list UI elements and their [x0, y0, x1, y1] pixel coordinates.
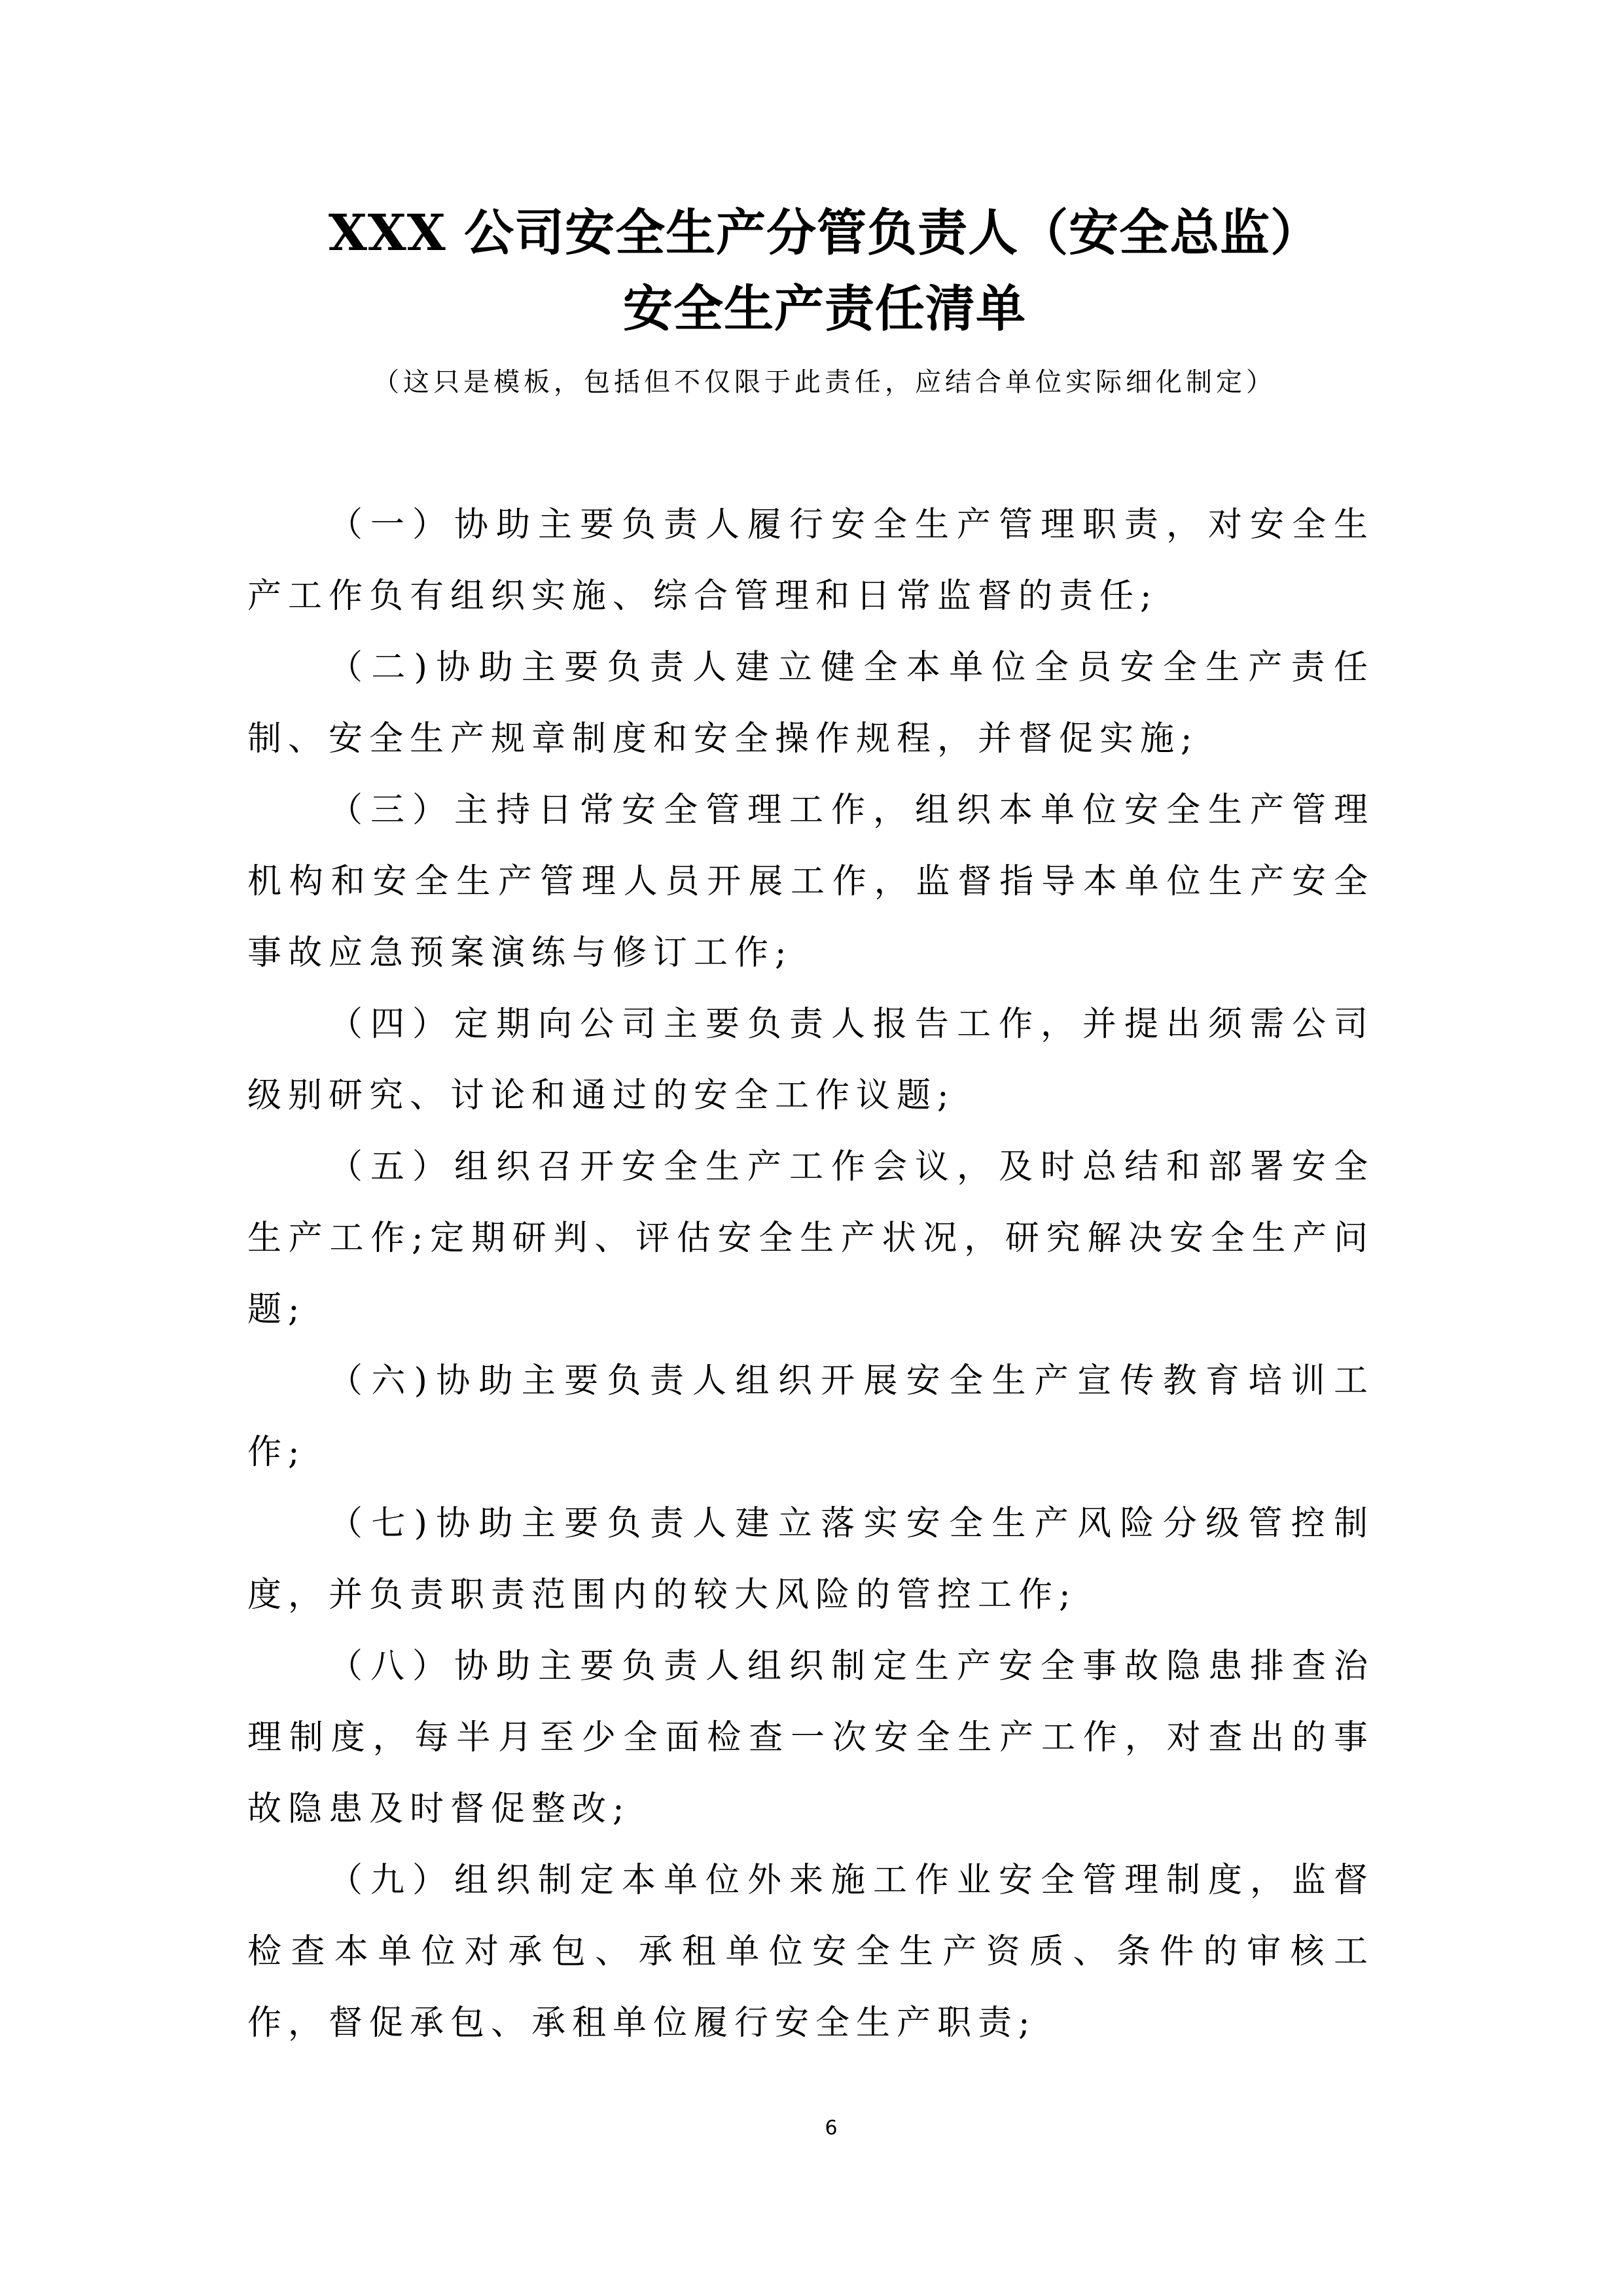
responsibility-item-1: （一）协助主要负责人履行安全生产管理职责，对安全生产工作负有组织实施、综合管理和日常监督的责任; — [247, 505, 1374, 616]
responsibility-item-7: （七)协助主要负责人建立落实安全生产风险分级管控制度，并负责职责范围内的较大风险的管控工作; — [247, 1504, 1374, 1615]
responsibility-item-2: （二)协助主要负责人建立健全本单位全员安全生产责任制、安全生产规章制度和安全操作规程，并督促实施; — [247, 648, 1374, 759]
responsibility-item-6: （六)协助主要负责人组织开展安全生产宣传教育培训工作; — [247, 1361, 1374, 1472]
responsibility-item-8: （八）协助主要负责人组织制定生产安全事故隐患排查治理制度，每半月至少全面检查一次安全生产工作，对查出的事故隐患及时督促整改; — [247, 1647, 1374, 1829]
document-title-line1: XXX 公司安全生产分管负责人（安全总监） — [328, 204, 1321, 262]
responsibility-item-4: （四）定期向公司主要负责人报告工作，并提出须需公司级别研究、讨论和通过的安全工作议题; — [247, 1005, 1374, 1115]
responsibility-item-3: （三）主持日常安全管理工作，组织本单位安全生产管理机构和安全生产管理人员开展工作，监督指导本单位生产安全事故应急预案演练与修订工作; — [247, 791, 1374, 973]
responsibility-item-5: （五）组织召开安全生产工作会议，及时总结和部署安全生产工作;定期研判、评估安全生产状况，研究解决安全生产问题; — [247, 1147, 1374, 1329]
document-title-line2: 安全生产责任清单 — [623, 279, 1026, 338]
responsibility-item-9: （九）组织制定本单位外来施工作业安全管理制度，监督检查本单位对承包、承租单位安全生产资质、条件的审核工作，督促承包、承租单位履行安全生产职责; — [247, 1861, 1374, 2043]
page-number: 6 — [825, 2117, 838, 2140]
document-body — [247, 490, 1374, 2059]
template-note: （这只是模板，包括但不仅限于此责任，应结合单位实际细化制定） — [373, 367, 1276, 397]
